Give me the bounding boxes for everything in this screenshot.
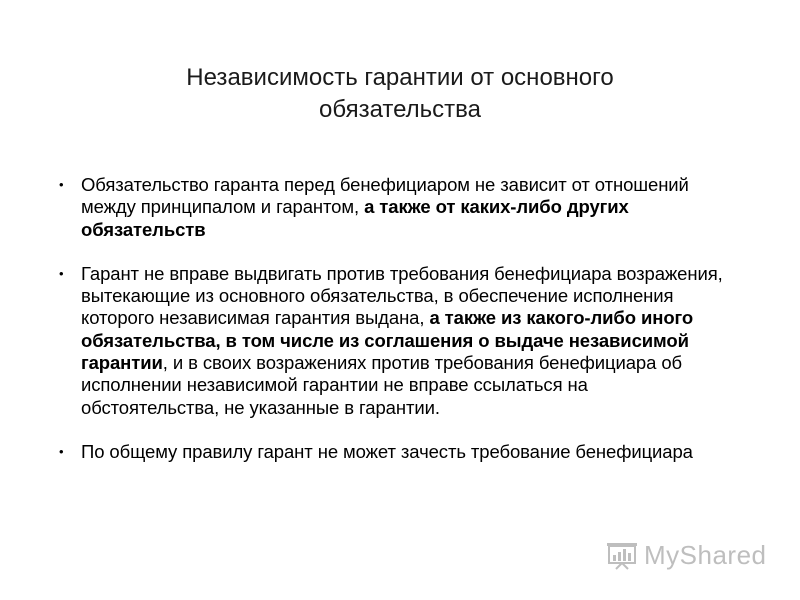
bullet-item-1 — [58, 174, 728, 241]
bullet-1-text — [81, 174, 689, 240]
bullet-3-segment-1: По общему правилу гарант не может зачесть требование бенефициара — [81, 440, 693, 462]
bullet-marker-icon: • — [59, 265, 64, 281]
bullet-marker-icon: • — [59, 443, 64, 459]
myshared-watermark — [605, 538, 770, 572]
bullet-2-segment-1: Гарант не вправе выдвигать против требования бенефициара возражения, вытекающие из основного обязательства, в обеспечение исполнения которого независимая гарантия выдана, — [81, 262, 723, 329]
bullet-marker-icon: • — [59, 177, 64, 192]
bullet-item-2 — [58, 263, 728, 419]
bullet-item-3 — [58, 441, 728, 463]
title-line-1: Независимость гарантии от основного — [186, 64, 614, 91]
watermark-text: MyShared — [644, 540, 767, 570]
bullet-2-text — [81, 263, 723, 418]
slide-title — [60, 62, 740, 126]
bullet-2-segment-3: , и в своих возражениях против требования бенефициара об исполнении независимой гарантии не вправе ссылаться на обстоятельства, не указанные в гарантии. — [81, 352, 683, 418]
bullet-3-text — [81, 441, 693, 462]
bullet-2-segment-2-bold: а также из какого-либо иного обязательства, в том числе из соглашения о выдаче независимой гарантии — [81, 307, 694, 374]
title-line-2: обязательства — [319, 96, 481, 123]
bullet-1-segment-1: Обязательство гаранта перед бенефициаром не зависит от отношений между принципалом и гарантом, — [81, 174, 689, 218]
bullet-list — [58, 174, 728, 463]
presentation-board-icon — [605, 540, 639, 570]
bullet-1-segment-2-bold: а также от каких-либо других обязательств — [81, 196, 629, 240]
